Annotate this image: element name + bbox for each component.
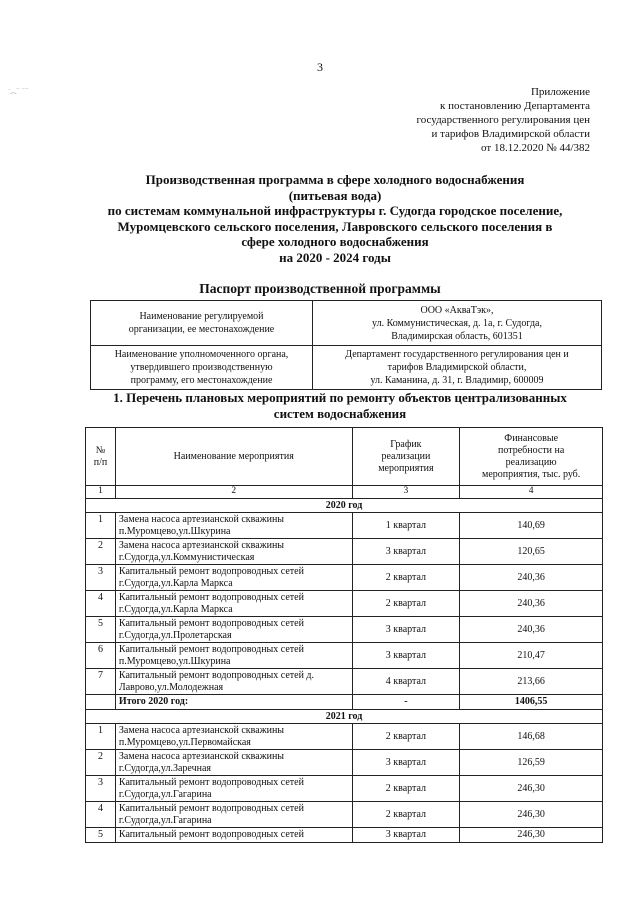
appendix-line: государственного регулирования цен (416, 114, 590, 126)
row-num: 4 (86, 802, 116, 828)
scan-mark: ·⁔⁻ ⁻⁻ (8, 86, 29, 94)
row-num: 5 (86, 828, 116, 843)
text-line: Владимирская область, 601351 (391, 330, 523, 342)
row-num: 5 (86, 617, 116, 643)
title-line: (питьевая вода) (288, 187, 382, 203)
title-line: на 2020 - 2024 годы (279, 249, 391, 265)
text-line: 1. Перечень плановых мероприятий по ремонту объектов централизованных (113, 390, 567, 405)
row-schedule: 3 квартал (352, 828, 460, 843)
index-row (86, 486, 603, 499)
text-line: Капитальный ремонт водопроводных сетей д. (118, 670, 315, 681)
row-finance: 246,30 (460, 828, 603, 843)
text-line: п.Муромцево,ул.Шкурина (118, 525, 231, 537)
total-empty (86, 695, 116, 710)
passport-value (313, 301, 602, 346)
year-cell: 2021 год (86, 709, 603, 724)
text-line: Финансовые (504, 432, 559, 444)
text-line: Капитальный ремонт водопроводных сетей (118, 803, 304, 814)
row-finance: 120,65 (460, 539, 603, 565)
row-schedule: 3 квартал (352, 617, 460, 643)
row-finance: 246,30 (460, 776, 603, 802)
row-num: 3 (86, 565, 116, 591)
passport-row (91, 301, 602, 346)
row-num: 4 (86, 591, 116, 617)
row-schedule: 2 квартал (352, 565, 460, 591)
row-name (115, 750, 352, 776)
text-line: п.Муромцево,ул.Шкурина (118, 655, 231, 667)
text-line: г.Судогда,ул.Карла Маркса (118, 603, 233, 615)
text-line: Замена насоса артезианской скважины (118, 751, 285, 762)
index-cell: 3 (352, 486, 460, 499)
text-line: Капитальный ремонт водопроводных сетей (118, 618, 304, 629)
text-line: г.Судогда,ул.Коммунистическая (118, 551, 255, 563)
row-finance: 246,30 (460, 802, 603, 828)
row-schedule: 2 квартал (352, 802, 460, 828)
text-line: п.Муромцево,ул.Первомайская (118, 736, 251, 748)
row-schedule: 3 квартал (352, 539, 460, 565)
table-body (86, 486, 603, 843)
table-header-row (86, 428, 603, 486)
row-finance: 140,69 (460, 513, 603, 539)
row-finance: 240,36 (460, 565, 603, 591)
table-row (86, 591, 603, 617)
row-name (115, 802, 352, 828)
row-num: 7 (86, 669, 116, 695)
year-row (86, 709, 603, 724)
section-title (80, 390, 600, 422)
table-row (86, 539, 603, 565)
text-line: Капитальный ремонт водопроводных сетей (118, 566, 304, 577)
passport-value (313, 346, 602, 390)
total-label: Итого 2020 год: (115, 695, 352, 710)
index-cell: 4 (460, 486, 603, 499)
row-name (115, 776, 352, 802)
row-schedule: 2 квартал (352, 591, 460, 617)
text-line: Департамент государственного регулирования цен и (345, 349, 569, 360)
text-line: потребности на (498, 444, 565, 456)
passport-label (91, 301, 313, 346)
text-line: № (95, 444, 106, 456)
row-num: 6 (86, 643, 116, 669)
text-line: тарифов Владимирской области, (387, 362, 527, 373)
text-line: График (390, 438, 422, 450)
title-line: Производственная программа в сфере холодного водоснабжения (145, 172, 525, 187)
appendix-line: Приложение (530, 86, 590, 98)
text-line: Наименование регулируемой (139, 311, 264, 322)
text-line: систем водоснабжения (273, 406, 407, 421)
text-line: Замена насоса артезианской скважины (118, 514, 285, 525)
passport-row (91, 346, 602, 390)
row-name (115, 617, 352, 643)
text-line: г.Судогда,ул.Гагарина (118, 814, 212, 826)
row-num: 2 (86, 539, 116, 565)
text-line: г.Судогда,ул.Карла Маркса (118, 577, 233, 589)
table-row (86, 669, 603, 695)
row-finance: 210,47 (460, 643, 603, 669)
row-num: 2 (86, 750, 116, 776)
row-finance: 240,36 (460, 591, 603, 617)
table-row (86, 513, 603, 539)
row-name (115, 591, 352, 617)
header-schedule (352, 428, 460, 486)
table-row (86, 565, 603, 591)
row-name (115, 539, 352, 565)
row-schedule: 1 квартал (352, 513, 460, 539)
text-line: реализации (381, 450, 431, 462)
text-line: Капитальный ремонт водопроводных сетей (118, 777, 304, 788)
appendix-line: и тарифов Владимирской области (431, 128, 590, 140)
row-name (115, 643, 352, 669)
text-line: реализацию (505, 456, 557, 468)
text-line: организации, ее местонахождение (128, 324, 275, 335)
row-schedule: 2 квартал (352, 724, 460, 750)
row-schedule: 4 квартал (352, 669, 460, 695)
passport-title: Паспорт производственной программы (199, 281, 441, 296)
text-line: г.Судогда,ул.Пролетарская (118, 629, 232, 641)
appendix-line: от 18.12.2020 № 44/382 (481, 142, 590, 154)
row-name (115, 724, 352, 750)
text-line: Капитальный ремонт водопроводных сетей (118, 644, 304, 655)
title-line: по системам коммунальной инфраструктуры г. Судогда городское поселение, (107, 203, 563, 218)
row-name (115, 513, 352, 539)
total-row (86, 695, 603, 710)
passport-label (91, 346, 313, 390)
page-number: 3 (317, 60, 323, 74)
year-cell: 2020 год (86, 498, 603, 513)
measures-table (85, 427, 603, 843)
year-row (86, 498, 603, 513)
header-finance (460, 428, 603, 486)
appendix-line: к постановлению Департамента (439, 100, 590, 112)
title-line: Муромцевского сельского поселения, Лавровского сельского поселения в (117, 218, 553, 234)
document-title (70, 172, 600, 265)
text-line: ООО «АкваТэк», (420, 304, 494, 316)
text-line: утвердившего производственную (130, 362, 273, 373)
table-row (86, 724, 603, 750)
header-name: Наименование мероприятия (115, 428, 352, 486)
text-line: Капитальный ремонт водопроводных сетей (118, 592, 304, 603)
appendix-block (380, 85, 590, 155)
text-line: г.Судогда,ул.Заречная (118, 762, 212, 774)
index-cell: 1 (86, 486, 116, 499)
table-row (86, 617, 603, 643)
row-num: 3 (86, 776, 116, 802)
row-finance: 240,36 (460, 617, 603, 643)
text-line: г.Судогда,ул.Гагарина (118, 788, 212, 800)
row-schedule: 3 квартал (352, 643, 460, 669)
title-line: сфере холодного водоснабжения (241, 234, 429, 249)
row-finance: 126,59 (460, 750, 603, 776)
table-row (86, 776, 603, 802)
row-name (115, 565, 352, 591)
row-schedule: 3 квартал (352, 750, 460, 776)
row-num: 1 (86, 513, 116, 539)
table-row (86, 643, 603, 669)
text-line: программу, его местонахождение (130, 375, 273, 386)
text-line: Лаврово,ул.Молодежная (118, 681, 224, 693)
row-name (115, 669, 352, 695)
text-line: Наименование уполномоченного органа, (114, 349, 289, 360)
passport-table (90, 300, 602, 390)
text-line: ул. Коммунистическая, д. 1а, г. Судогда, (372, 317, 542, 329)
text-line: мероприятия, тыс. руб. (482, 468, 581, 480)
row-num: 1 (86, 724, 116, 750)
text-line: мероприятия (378, 462, 434, 474)
row-schedule: 2 квартал (352, 776, 460, 802)
text-line: Капитальный ремонт водопроводных сетей (118, 829, 304, 840)
total-schedule: - (352, 695, 460, 710)
total-finance: 1406,55 (460, 695, 603, 710)
text-line: Замена насоса артезианской скважины (118, 725, 285, 736)
text-line: ул. Каманина, д. 31, г. Владимир, 600009 (370, 375, 544, 386)
table-row (86, 802, 603, 828)
header-num (86, 428, 116, 486)
row-finance: 146,68 (460, 724, 603, 750)
table-row (86, 750, 603, 776)
row-finance: 213,66 (460, 669, 603, 695)
text-line: п/п (93, 456, 108, 468)
row-name (115, 828, 352, 843)
index-cell: 2 (115, 486, 352, 499)
text-line: Замена насоса артезианской скважины (118, 540, 285, 551)
table-row (86, 828, 603, 843)
